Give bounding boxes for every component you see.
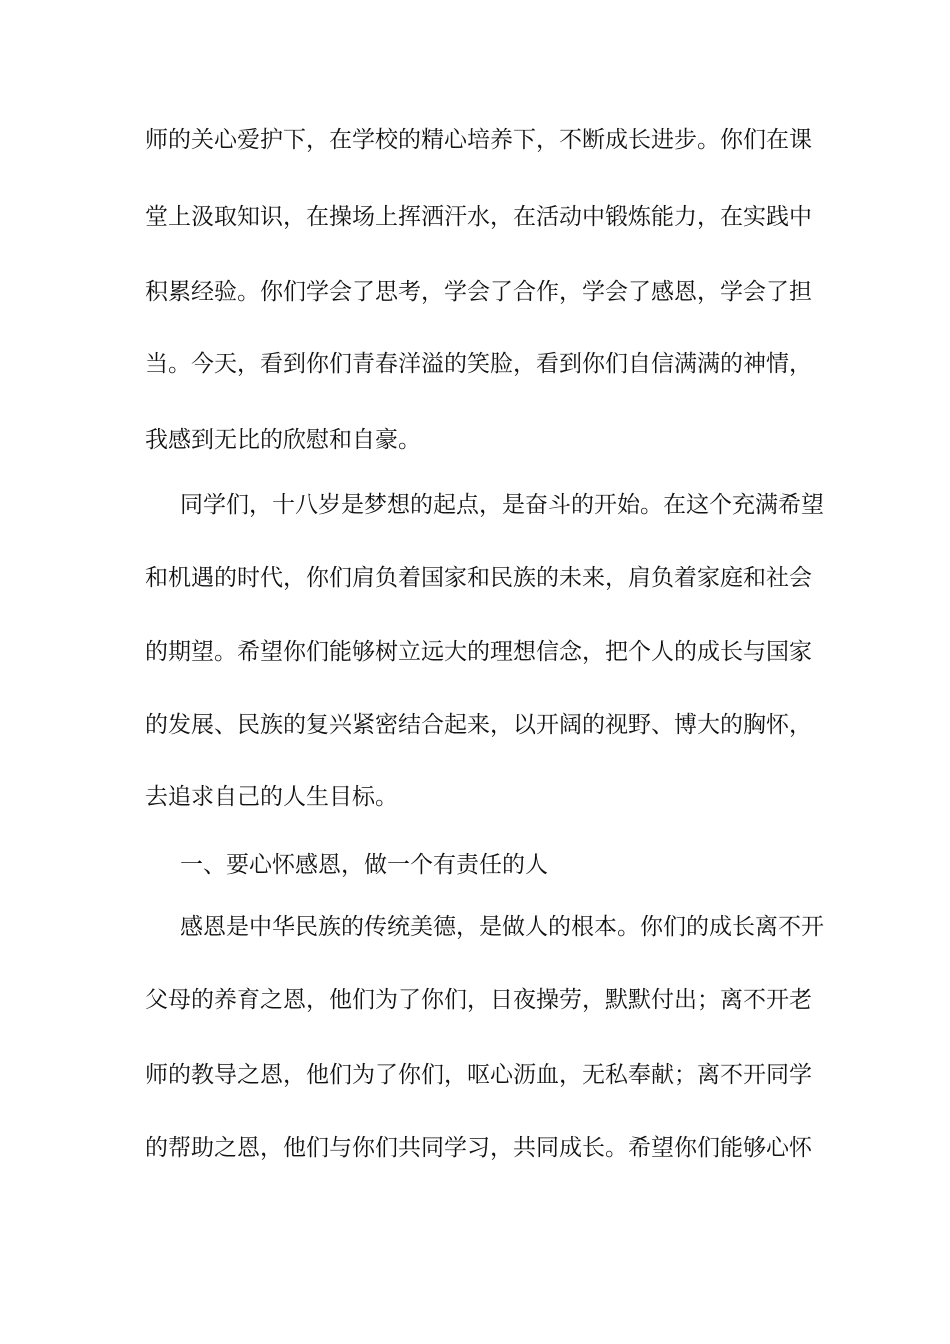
text-line: 去追求自己的人生目标。 (145, 784, 398, 810)
text-line: 我感到无比的欣慰和自豪。 (145, 427, 421, 453)
text-line: 当。今天，看到你们青春洋溢的笑脸，看到你们自信满满的神情， (145, 351, 812, 377)
heading-line: 一、要心怀感恩，做一个有责任的人 (180, 852, 548, 878)
text-line: 的期望。希望你们能够树立远大的理想信念，把个人的成长与国家 (145, 639, 812, 665)
text-line: 和机遇的时代，你们肩负着国家和民族的未来，肩负着家庭和社会 (145, 565, 812, 591)
text-line: 堂上汲取知识，在操场上挥洒汗水，在活动中锻炼能力，在实践中 (145, 204, 812, 230)
text-line: 积累经验。你们学会了思考，学会了合作，学会了感恩，学会了担 (145, 279, 812, 305)
text-line: 父母的养育之恩，他们为了你们，日夜操劳，默默付出；离不开老 (145, 987, 812, 1013)
text-line: 的帮助之恩，他们与你们共同学习，共同成长。希望你们能够心怀 (145, 1135, 812, 1161)
text-line: 师的教导之恩，他们为了你们，呕心沥血，无私奉献；离不开同学 (145, 1062, 812, 1088)
text-line: 同学们，十八岁是梦想的起点，是奋斗的开始。在这个充满希望 (180, 492, 824, 518)
text-line: 的发展、民族的复兴紧密结合起来，以开阔的视野、博大的胸怀， (145, 712, 812, 738)
text-line: 感恩是中华民族的传统美德，是做人的根本。你们的成长离不开 (180, 914, 824, 940)
text-line: 师的关心爱护下，在学校的精心培养下，不断成长进步。你们在课 (145, 127, 812, 153)
